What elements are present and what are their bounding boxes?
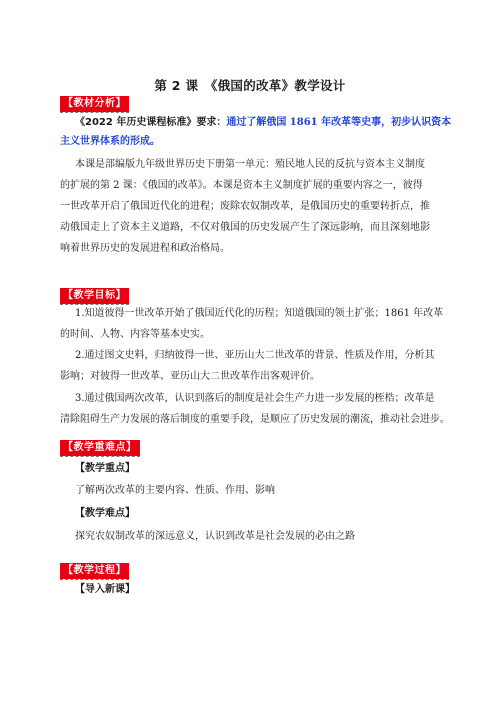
goal-line: 2.通过图文史料，归纳彼得一世、亚历山大二世改革的背景、性质及作用，分析其 [75,350,435,361]
key-point-text: 了解两次改革的主要内容、性质、作用、影响 [75,485,275,496]
analysis-para-line: 本课是部编版九年级世界历史下册第一单元：殖民地人民的反抗与资本主义制度 [75,159,425,170]
curriculum-standard-line-2: 主义世界体系的形成。 [60,136,160,147]
analysis-para-line: 的扩展的第 2 课：《俄国的改革》。本课是资本主义制度扩展的重要内容之一，彼得 [60,180,423,191]
analysis-para-line: 一世改革开启了俄国近代化的进程；废除农奴制改革，是俄国历史的重要转折点，推 [60,201,430,212]
hard-point-text: 探究农奴制改革的深远意义，认识到改革是社会发展的必由之路 [75,531,355,542]
goal-line: 1.知道彼得一世改革开始了俄国近代化的历程；知道俄国的领土扩张；1861 年改革 [75,308,444,319]
goal-line: 的时间、人物、内容等基本史实。 [60,329,210,340]
hard-point-label: 【教学难点】 [75,508,135,519]
curriculum-standard-label: 《2022 年历史课程标准》要求： [75,117,227,128]
goal-line: 影响；对彼得一世改革、亚历山大二世改革作出客观评价。 [60,371,320,382]
intro-label: 【导入新课】 [75,584,135,595]
section-tag-analysis: 【教材分析】 [60,96,129,112]
analysis-para-line: 动俄国走上了资本主义道路，不仅对俄国的历史发展产生了深远影响，而且深刻地影 [60,222,430,233]
goal-line: 清除阻碍生产力发展的落后制度的重要手段，是顺应了历史发展的潮流，推动社会进步。 [60,414,450,425]
page-title: 第 2 课 《俄国的改革》教学设计 [154,78,346,93]
curriculum-standard-text: 通过了解俄国 1861 年改革等史事，初步认识资本 [226,117,452,128]
goal-line: 3.通过俄国两次改革，认识到落后的制度是社会生产力进一步发展的桎梏；改革是 [75,393,435,404]
curriculum-standard-line-1 [75,116,451,130]
analysis-para-line: 响着世界历史的发展进程和政治格局。 [60,243,230,254]
section-tag-process: 【教学过程】 [60,563,129,579]
section-tag-keypoints: 【教学重难点】 [60,440,140,456]
key-point-label: 【教学重点】 [75,463,135,474]
section-tag-goals: 【教学目标】 [60,288,129,304]
